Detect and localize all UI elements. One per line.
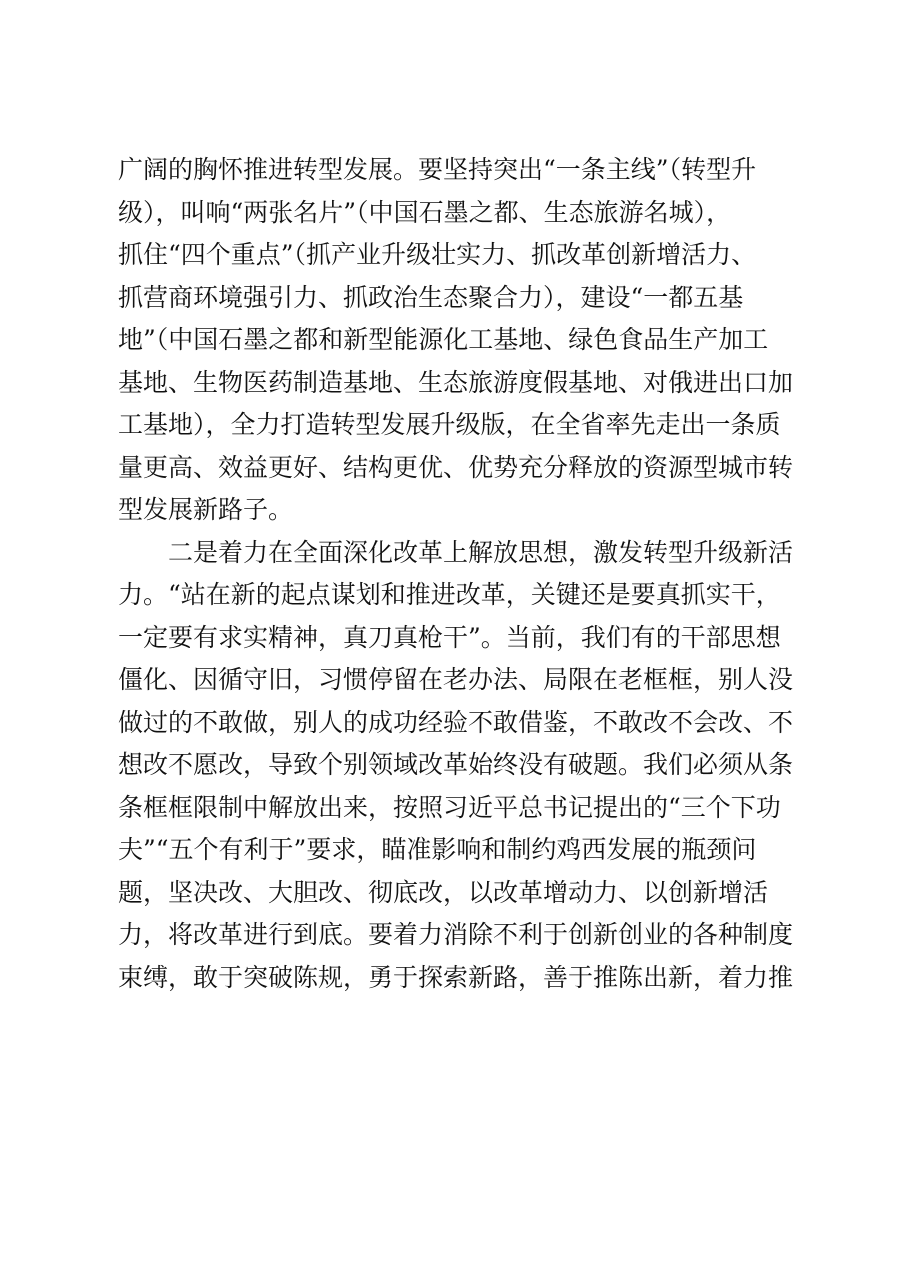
text-line-19: 力，将改革进行到底。要着力消除不利于创新创业的各种制度 (118, 920, 794, 949)
text-line-9: 型发展新路子。 (118, 495, 294, 524)
text-line-6: 基地、生物医药制造基地、生态旅游度假基地、对俄进出口加 (118, 367, 794, 397)
body-text (118, 149, 808, 999)
text-line-11: 力。“站在新的起点谋划和推进改革，关键还是要真抓实干， (118, 580, 781, 609)
text-line-15: 想改不愿改，导致个别领域改革始终没有破题。我们必须从条 (118, 750, 794, 779)
text-line-5: 地”（中国石墨之都和新型能源化工基地、绿色食品生产加工 (118, 325, 769, 354)
text-line-8: 量更高、效益更好、结构更优、优势充分释放的资源型城市转 (118, 452, 794, 482)
text-line-14: 做过的不敢做，别人的成功经验不敢借鉴，不敢改不会改、不 (118, 707, 794, 737)
text-line-10: 二是着力在全面深化改革上解放思想，激发转型升级新活 (118, 537, 794, 567)
text-line-4: 抓营商环境强引力、抓政治生态聚合力），建设“一都五基 (118, 282, 744, 312)
text-line-20: 束缚，敢于突破陈规，勇于探索新路，善于推陈出新，着力推 (118, 962, 794, 992)
text-line-7: 工基地），全力打造转型发展升级版，在全省率先走出一条质 (118, 410, 781, 439)
text-line-12: 一定要有求实精神，真刀真枪干”。当前，我们有的干部思想 (118, 622, 781, 652)
text-line-18: 题，坚决改、大胆改、彻底改，以改革增动力、以创新增活 (118, 877, 769, 907)
text-line-1: 广阔的胸怀推进转型发展。要坚持突出“一条主线”（转型升 (118, 155, 757, 184)
text-line-3: 抓住“四个重点”（抓产业升级壮实力、抓改革创新增活力、 (118, 240, 757, 269)
text-line-16: 条框框限制中解放出来，按照习近平总书记提出的“三个下功 (118, 792, 781, 822)
text-line-2: 级），叫响“两张名片”（中国石墨之都、生态旅游名城）， (118, 197, 732, 227)
text-line-13: 僵化、因循守旧，习惯停留在老办法、局限在老框框，别人没 (118, 665, 794, 694)
text-line-17: 夫”“五个有利于”要求，瞄准影响和制约鸡西发展的瓶颈问 (118, 835, 757, 864)
